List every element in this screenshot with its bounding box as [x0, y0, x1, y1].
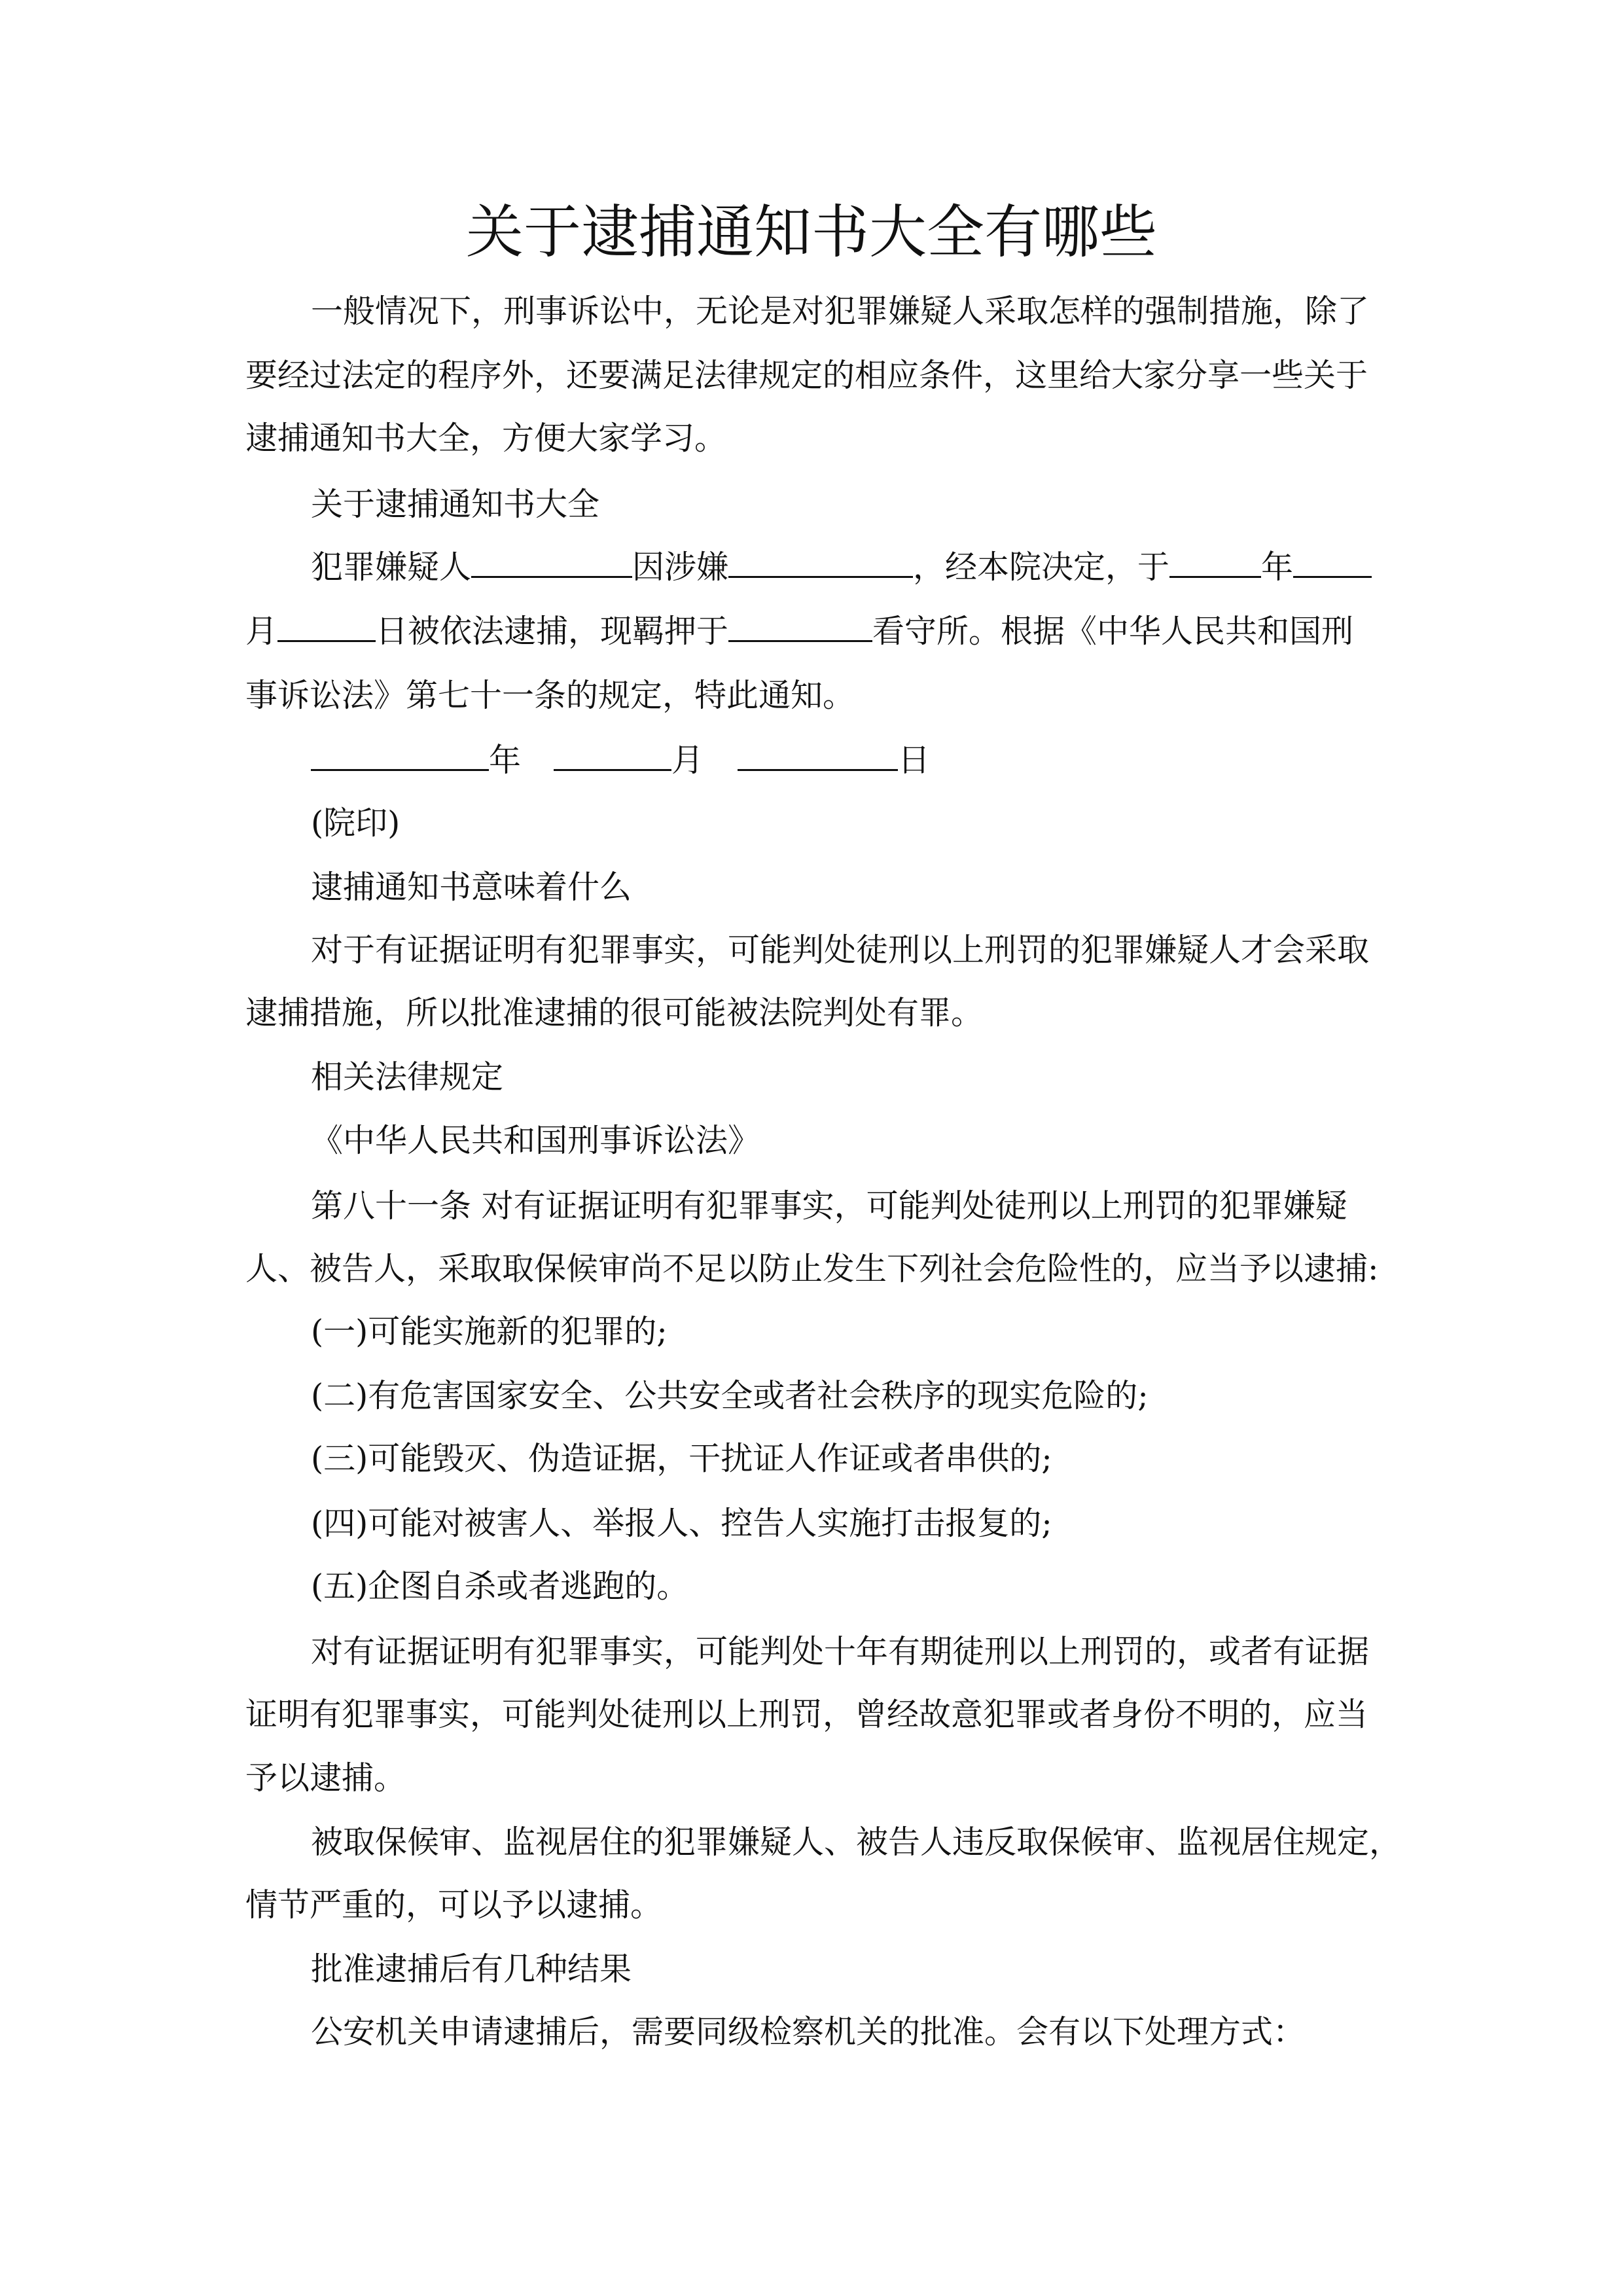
list-item: (三)可能毁灭、伪造证据，干扰证人作证或者串供的; [311, 1440, 1052, 1477]
fill-blank [277, 610, 376, 642]
paragraph-line: 人、被告人，采取取保候审尚不足以防止发生下列社会危险性的，应当予以逮捕: [245, 1250, 1379, 1287]
section-heading: 相关法律规定 [311, 1058, 504, 1096]
list-item: (四)可能对被害人、举报人、控告人实施打击报复的; [311, 1505, 1052, 1542]
notice-line-1 [311, 545, 1372, 590]
paragraph-line: 公安机关申请逮捕后，需要同级检察机关的批准。会有以下处理方式： [311, 2013, 1306, 2051]
law-title: 《中华人民共和国刑事诉讼法》 [311, 1122, 760, 1159]
text: 月 [671, 742, 704, 779]
paragraph-line: 要经过法定的程序外，还要满足法律规定的相应条件，这里给大家分享一些关于 [245, 357, 1368, 394]
paragraph-line: 予以逮捕。 [245, 1759, 406, 1797]
fill-blank [1169, 546, 1261, 578]
paragraph-line: 证明有犯罪事实，可能判处徒刑以上刑罚，曾经故意犯罪或者身份不明的，应当 [245, 1696, 1368, 1733]
seal-note: (院印) [311, 804, 401, 842]
fill-blank [311, 739, 489, 771]
text: 年 [489, 742, 522, 779]
paragraph-line: 第八十一条 对有证据证明有犯罪事实，可能判处徒刑以上刑罚的犯罪嫌疑 [311, 1187, 1347, 1225]
text: 年 [1261, 548, 1294, 586]
document-title: 关于逮捕通知书大全有哪些 [465, 198, 1157, 266]
notice-line-3: 事诉讼法》第七十一条的规定，特此通知。 [245, 677, 855, 714]
list-item: (一)可能实施新的犯罪的; [311, 1313, 668, 1350]
fill-blank [554, 739, 671, 771]
text: 日被依法逮捕，现羁押于 [376, 613, 729, 650]
notice-line-2 [245, 609, 1353, 655]
paragraph-line: 情节严重的，可以予以逮捕。 [245, 1886, 663, 1924]
fill-blank [471, 546, 632, 578]
text: 日 [898, 742, 931, 779]
fill-blank [738, 739, 898, 771]
notice-date-line [311, 738, 930, 783]
fill-blank [1293, 546, 1372, 578]
paragraph-line: 被取保候审、监视居住的犯罪嫌疑人、被告人违反取保候审、监视居住规定， [311, 1823, 1402, 1861]
section-heading: 逮捕通知书意味着什么 [311, 869, 632, 906]
list-item: (二)有危害国家安全、公共安全或者社会秩序的现实危险的; [311, 1377, 1149, 1414]
fill-blank [728, 546, 913, 578]
paragraph-line: 逮捕措施，所以批准逮捕的很可能被法院判处有罪。 [245, 994, 984, 1031]
text: 因涉嫌 [632, 548, 729, 586]
list-item: (五)企图自杀或者逃跑的。 [311, 1568, 689, 1605]
section-heading: 关于逮捕通知书大全 [311, 486, 600, 523]
paragraph-line: 逮捕通知书大全，方便大家学习。 [245, 420, 727, 457]
section-heading: 批准逮捕后有几种结果 [311, 1950, 632, 1988]
paragraph-line: 一般情况下，刑事诉讼中，无论是对犯罪嫌疑人采取怎样的强制措施，除了 [311, 293, 1370, 330]
text: 月 [245, 613, 278, 650]
text: 看守所。根据《中华人民共和国刑 [872, 613, 1354, 650]
paragraph-line: 对于有证据证明有犯罪事实，可能判处徒刑以上刑罚的犯罪嫌疑人才会采取 [311, 931, 1370, 969]
paragraph-line: 对有证据证明有犯罪事实，可能判处十年有期徒刑以上刑罚的，或者有证据 [311, 1633, 1370, 1670]
text: 犯罪嫌疑人 [311, 548, 472, 586]
fill-blank [728, 610, 872, 642]
text: ，经本院决定，于 [913, 548, 1170, 586]
